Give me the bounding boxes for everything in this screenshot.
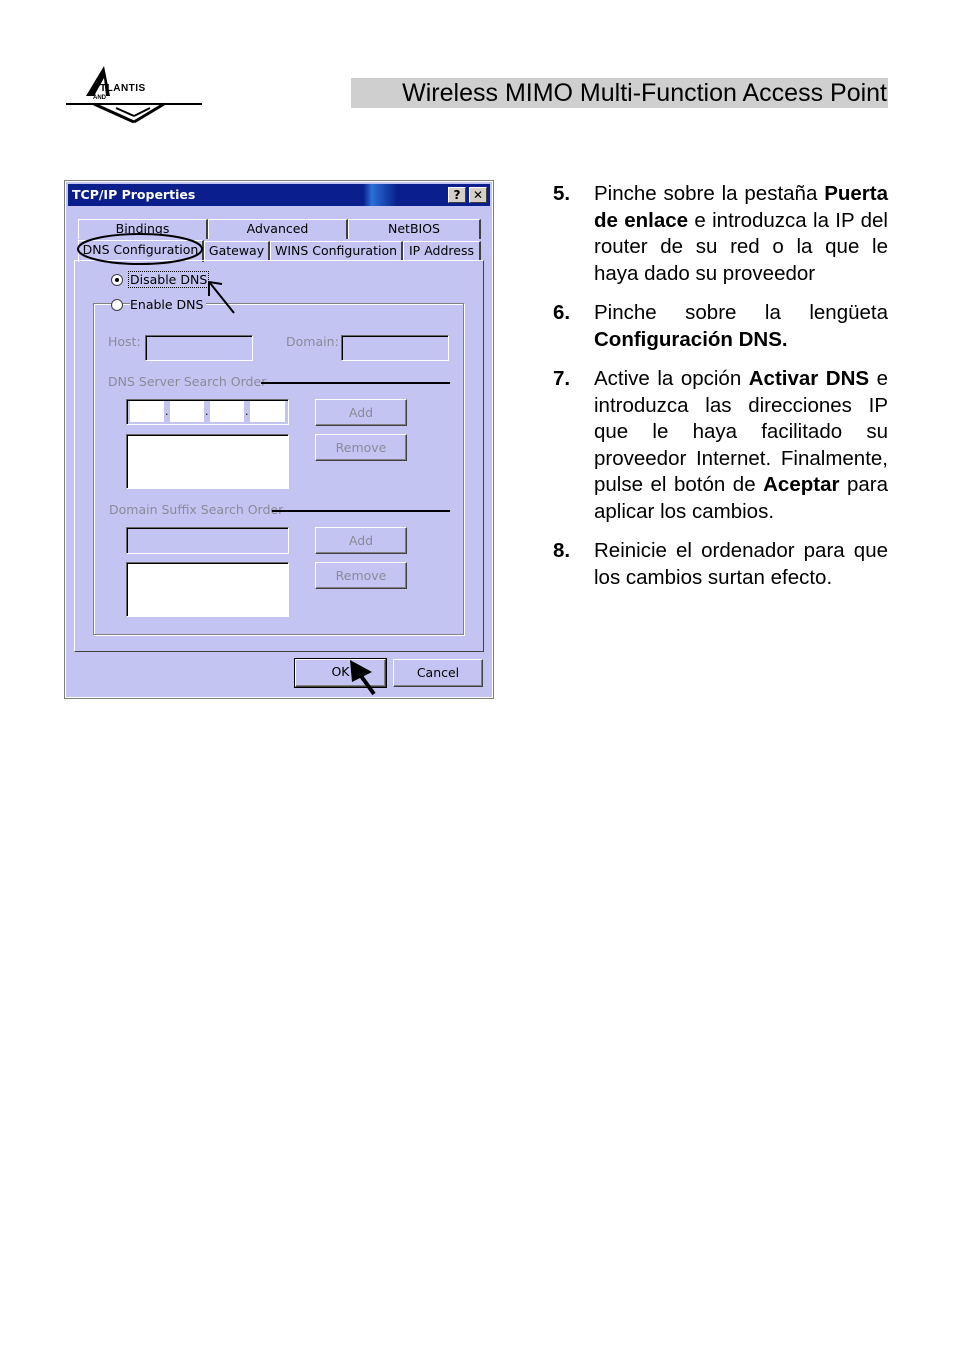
tab-dns-configuration[interactable]: DNS Configuration	[78, 240, 204, 262]
ok-button[interactable]: OK	[295, 659, 386, 687]
tab-wins-configuration[interactable]: WINS Configuration	[270, 241, 403, 261]
tcpip-properties-dialog	[65, 181, 493, 698]
step-number: 5.	[553, 182, 571, 205]
dns-server-ip-input[interactable]: . . .	[126, 399, 289, 425]
step-item	[553, 366, 888, 525]
step-text	[594, 181, 888, 287]
enable-dns-label: Enable DNS	[130, 297, 206, 312]
host-input[interactable]	[145, 335, 253, 361]
disable-dns-label: Disable DNS	[130, 272, 208, 287]
step-number: 6.	[553, 301, 571, 324]
step-number: 7.	[553, 367, 571, 390]
domain-input[interactable]	[341, 335, 449, 361]
step-text-bold: Activar DNS	[748, 367, 870, 390]
step-item	[553, 538, 888, 591]
suffix-remove-button[interactable]: Remove	[315, 562, 407, 589]
domain-suffix-divider	[272, 510, 450, 512]
tab-gateway[interactable]: Gateway	[204, 241, 270, 261]
logo-mark	[64, 62, 206, 126]
step-text-bold: Configuración DNS.	[594, 327, 788, 351]
step-text-run: Pinche sobre la lengüeta	[594, 301, 888, 324]
step-item	[553, 181, 888, 287]
document-header-title: Wireless MIMO Multi-Function Access Point	[351, 78, 888, 108]
close-button[interactable]	[469, 187, 487, 203]
dns-remove-button[interactable]: Remove	[315, 434, 407, 461]
step-text	[594, 366, 888, 525]
host-label: Host:	[108, 334, 141, 349]
disable-dns-radio[interactable]	[111, 274, 123, 286]
dialog-title: TCP/IP Properties	[72, 187, 196, 202]
dialog-titlebar	[68, 184, 490, 206]
domain-suffix-list[interactable]	[126, 562, 289, 617]
tab-advanced[interactable]: Advanced	[208, 219, 348, 239]
logo-wordmark: TLANTIS	[100, 83, 146, 94]
dns-add-button[interactable]: Add	[315, 399, 407, 426]
logo-subtext: AND	[93, 95, 106, 101]
step-text-run: Active la opción	[594, 367, 749, 390]
step-text-run: Reinicie el ordenador para que los cambios surtan efecto.	[594, 539, 888, 589]
dns-search-order-divider	[261, 382, 450, 384]
enable-dns-radio[interactable]	[111, 299, 123, 311]
dns-search-order-label: DNS Server Search Order	[108, 374, 267, 389]
step-text-run: e introduzca la IP del router de su red o la que le haya dado su proveedor	[594, 208, 888, 285]
instruction-steps	[553, 181, 888, 604]
domain-suffix-input[interactable]	[126, 527, 289, 554]
step-number: 8.	[553, 539, 571, 562]
tab-bindings[interactable]: Bindings	[78, 219, 208, 239]
close-icon: ✕	[472, 188, 484, 202]
step-text-bold: Puerta de enlace	[594, 182, 888, 232]
atlantis-logo	[64, 62, 206, 126]
step-text-run: Pinche sobre la pestaña	[594, 182, 825, 205]
help-button[interactable]: ?	[448, 187, 466, 203]
step-text-run: para aplicar los cambios.	[594, 473, 888, 523]
tab-ip-address[interactable]: IP Address	[403, 241, 481, 261]
tab-netbios[interactable]: NetBIOS	[348, 219, 481, 239]
cancel-button[interactable]: Cancel	[393, 659, 483, 687]
step-text-run: e introduzca las direcciones IP que le haya facilitado su proveedor Internet. Finalmente, pulse el botón de	[594, 367, 888, 496]
suffix-add-button[interactable]: Add	[315, 527, 407, 554]
dns-server-list[interactable]	[126, 434, 289, 489]
domain-label: Domain:	[286, 334, 339, 349]
step-text	[594, 300, 888, 353]
domain-suffix-order-label: Domain Suffix Search Order	[109, 502, 284, 517]
step-item	[553, 300, 888, 353]
step-text	[594, 538, 888, 591]
step-text-bold: Aceptar	[763, 473, 840, 496]
